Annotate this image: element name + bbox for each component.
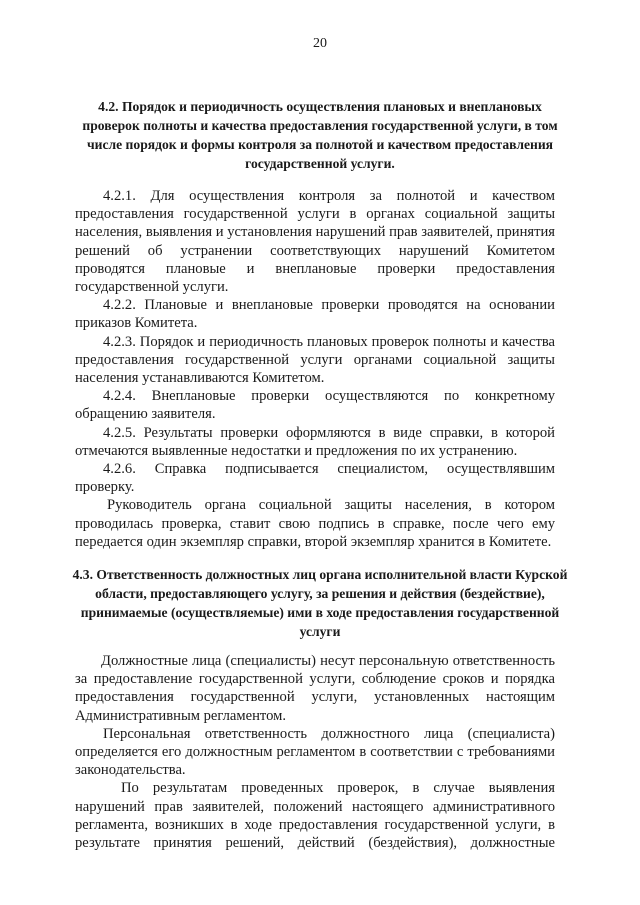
paragraph-4-2-3: 4.2.3. Порядок и периодичность плановых проверок полноты и качества предоставления государственной услуги органами социальной защиты населения устанавливаются Комитетом. [75, 333, 555, 387]
paragraph-4-2-1: 4.2.1. Для осуществления контроля за полнотой и качеством предоставления государственной услуги в органах социальной защиты населения, выявления и установления нарушений прав заявителей, принятия решений об устранении соответствующих нарушений Комитетом проводятся плановые и внеплановые проверки предоставления государственной услуги. [75, 188, 555, 296]
paragraph-4-2-2: 4.2.2. Плановые и внеплановые проверки проводятся на основании приказов Комитета. [75, 297, 555, 332]
section-4-3-body [75, 652, 555, 852]
paragraph-personal-responsibility: Персональная ответственность должностного лица (специалиста) определяется его должностным регламентом в соответствии с требованиями законодательства. [75, 725, 555, 779]
page-number: 20 [313, 36, 327, 51]
section-4-2-body [75, 187, 555, 551]
paragraph-4-2-5: 4.2.5. Результаты проверки оформляются в виде справки, в которой отмечаются выявленные недостатки и предложения по их устранению. [75, 424, 555, 459]
paragraph-head-signature: Руководитель органа социальной защиты населения, в котором проводилась проверка, ставит свою подпись в справке, после чего ему передается один экземпляр справки, второй экземпляр хранится в Комитете. [75, 497, 555, 550]
paragraph-4-2-6: 4.2.6. Справка подписывается специалистом, осуществлявшим проверку. [75, 461, 555, 496]
paragraph-inspection-results: По результатам проведенных проверок, в случае выявления нарушений прав заявителей, положений настоящего административного регламента, возникших в ходе предоставления государственной услуги, в результате принятия решений, действий (бездействия), должностные [75, 780, 555, 852]
section-heading-4-3: 4.3. Ответственность должностных лиц органа исполнительной власти Курской области, предоставляющего услугу, за решения и действия (бездействие), принимаемые (осуществляемые) ими в ходе предоставления государственной услуги [72, 567, 568, 639]
paragraph-officials-responsibility: Должностные лица (специалисты) несут персональную ответственность за предоставление государственной услуги, соблюдение сроков и порядка предоставления государственной услуги, установленных настоящим Административным регламентом. [75, 653, 555, 724]
section-heading-4-2: 4.2. Порядок и периодичность осуществления плановых и внеплановых проверок полноты и качества предоставления государственной услуги, в том числе порядок и формы контроля за полнотой и качеством предоставления государственной услуги. [82, 99, 558, 171]
paragraph-4-2-4: 4.2.4. Внеплановые проверки осуществляются по конкретному обращению заявителя. [75, 388, 555, 423]
